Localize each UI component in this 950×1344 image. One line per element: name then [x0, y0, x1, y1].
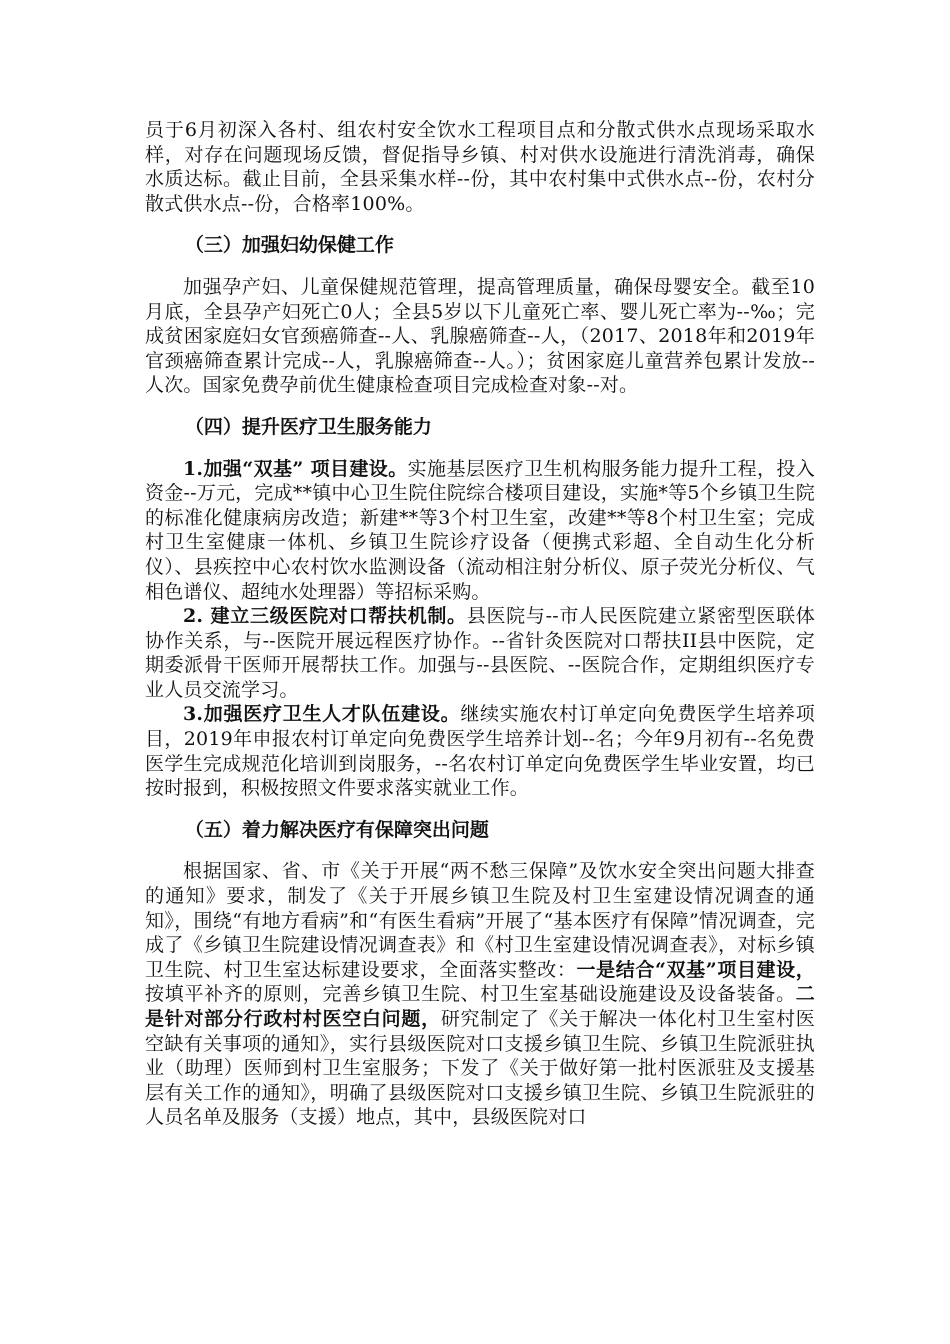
section-5-part-3: 研究制定了《关于解决一体化村卫生室村医空缺有关事项的通知》，实行县级医院对口支援乡镇卫生院、乡镇卫生院派驻执业（助理）医师到村卫生室服务；下发了《关于做好第一批村医派驻及支援基层有关工作的通知》，明确了县级医院对口支援乡镇卫生院、乡镇卫生院派驻的人员名单及服务（支援）地点，其中，县级医院对口 — [145, 1008, 815, 1129]
section-5-heading: （五）着力解决医疗有保障突出问题 — [184, 818, 489, 841]
item-3-body: 继续实施农村订单定向免费医学生培养项目，2019年申报农村订单定向免费医学生培养计划--名；今年9月初有--名免费医学生完成规范化培训到岗服务，--名农村订单定向免费医学生毕业安置，均已按时报到，积极按照文件要求落实就业工作。 — [145, 703, 815, 800]
section-5-body — [145, 859, 815, 1130]
section-5-part-1: 根据国家、省、市《关于开展“两不愁三保障”及饮水安全突出问题大排查的通知》要求，制发了《关于开展乡镇卫生院及村卫生室建设情况调查的通知》，围绕“有地方看病”和“有医生看病”开展了“基本医疗有保障”情况调查，完成了《乡镇卫生院建设情况调查表》和《村卫生室建设情况调查表》，对标乡镇卫生院、村卫生室达标建设要求，全面落实整改： — [145, 860, 815, 981]
section-4-item-3 — [145, 702, 815, 800]
item-3-lead: 3.加强医疗卫生人才队伍建设。 — [183, 703, 461, 726]
section-4-item-1 — [145, 457, 815, 605]
item-1-body: 实施基层医疗卫生机构服务能力提升工程，投入资金--万元，完成**镇中心卫生院住院综合楼项目建设，实施*等5个乡镇卫生院的标准化健康病房改造；新建**等3个村卫生室，改建**等8个村卫生室；完成村卫生室健康一体机、乡镇卫生院诊疗设备（便携式彩超、全自动生化分析仪）、县疾控中心农村饮水监测设备（流动相注射分析仪、原子荧光分析仪、气相色谱仪、超纯水处理器）等招标采购。 — [145, 457, 816, 603]
item-2-body: 县医院与--市人民医院建立紧密型医联体协作关系，与--医院开展远程医疗协作。--省针灸医院对口帮扶II县中医院，定期委派骨干医师开展帮扶工作。加强与--县医院、--医院合作，定期组织医疗专业人员交流学习。 — [145, 605, 815, 701]
section-3-heading: （三）加强妇幼保健工作 — [184, 234, 394, 257]
item-2-lead: 2. 建立三级医院对口帮扶机制。 — [183, 605, 467, 628]
section-5-lead-2: 二是针对部分行政村村医空白问题， — [145, 983, 815, 1030]
section-3-body: 加强孕产妇、儿童保健规范管理，提高管理质量，确保母婴安全。截至10月底，全县孕产妇死亡0人；全县5岁以下儿童死亡率、婴儿死亡率为--‰；完成贫困家庭妇女官颈癌筛查--人、乳腺癌筛查--人，（2017、2018年和2019年官颈癌筛查累计完成--人，乳腺癌筛查--人。）；贫困家庭儿童营养包累计发放--人次。国家免费孕前优生健康检查项目完成检查对象--对。 — [145, 275, 815, 397]
intro-paragraph: 员于6月初深入各村、组农村安全饮水工程项目点和分散式供水点现场采取水样，对存在问题现场反馈，督促指导乡镇、村对供水设施进行清洗消毒，确保水质达标。截止目前，全县采集水样--份，其中农村集中式供水点--份，农村分散式供水点--份，合格率100%。 — [145, 119, 815, 215]
item-1-lead: 1.加强“双基” 项目建设。 — [183, 457, 408, 480]
section-4-item-2 — [145, 604, 815, 702]
document-page — [145, 118, 815, 1130]
section-5-part-2: 按填平补齐的原则，完善乡镇卫生院、村卫生室基础设施建设及设备装备。 — [145, 983, 796, 1006]
section-4-heading: （四）提升医疗卫生服务能力 — [184, 415, 432, 438]
section-5-lead-1: 一是结合“双基”项目建设， — [576, 958, 815, 981]
